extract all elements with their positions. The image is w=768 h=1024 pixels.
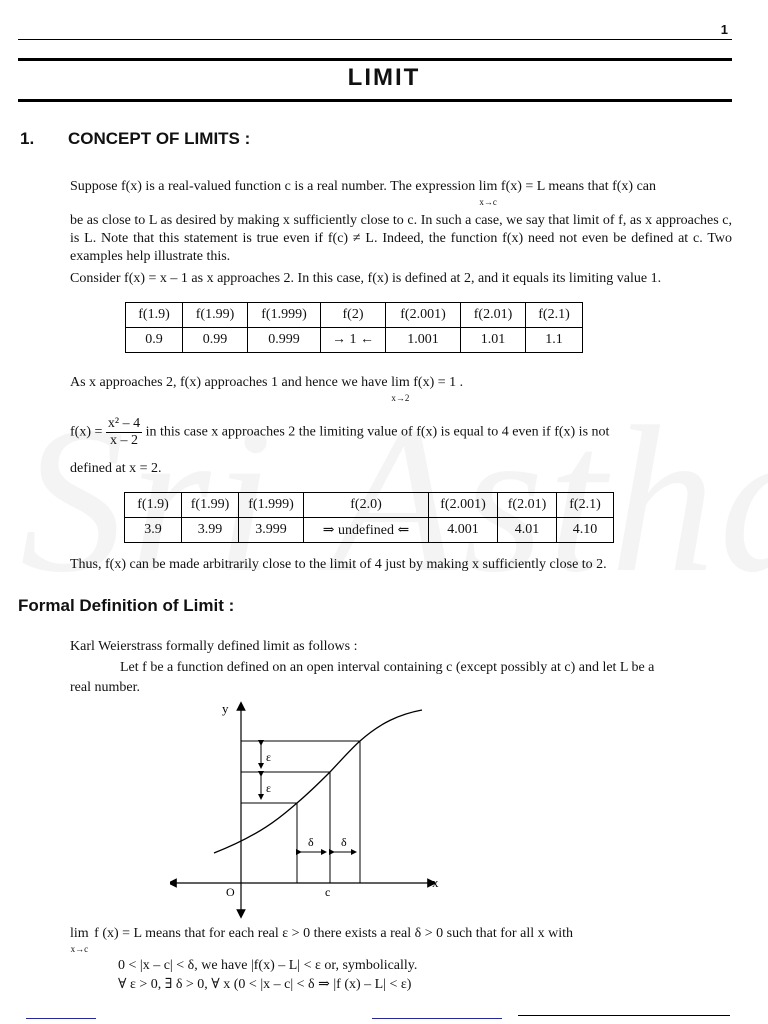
example-text: in this case x approaches 2 the limiting value of f(x) is equal to 4 even if f(x) is not	[145, 424, 610, 440]
definition-text: f (x) = L means that for each real ε > 0 there exists a real δ > 0 such that for all x with	[94, 926, 573, 941]
lim-expression-2	[391, 374, 410, 403]
section-title: CONCEPT OF LIMITS :	[68, 129, 251, 148]
formal-heading: Formal Definition of Limit :	[18, 596, 235, 615]
fraction	[106, 416, 142, 449]
footer-link-line-mid	[372, 1018, 502, 1019]
example-lhs: f(x) =	[70, 424, 103, 440]
page-title: LIMIT	[347, 64, 421, 91]
page-number: 1	[720, 22, 728, 37]
values-table-1	[125, 302, 583, 353]
delta-label-right: δ	[341, 835, 347, 849]
lim-word: lim	[478, 179, 498, 194]
lim-word: lim	[70, 926, 89, 941]
epsilon-label-upper: ε	[266, 750, 272, 764]
table-cell: 3.999	[239, 518, 304, 543]
lim-expression-3	[70, 925, 89, 954]
table-row	[126, 328, 583, 353]
intro-consider: Consider f(x) = x – 1 as x approaches 2. In this case, f(x) is defined at 2, and it equals its limiting value 1.	[70, 271, 662, 286]
table-cell: f(1.99)	[182, 493, 239, 518]
table-cell: 4.01	[498, 518, 557, 543]
table-cell: 0.99	[183, 328, 248, 353]
table-cell: → 1 ←	[321, 328, 386, 353]
footer-link-line-left	[26, 1018, 96, 1019]
c-label: c	[325, 885, 331, 899]
table-row	[125, 493, 614, 518]
header-rule-top	[18, 39, 732, 40]
table-cell: 1.01	[461, 328, 526, 353]
table-cell: f(2.0)	[304, 493, 429, 518]
intro-text-b: f(x) = L means that f(x) can	[500, 179, 656, 194]
table-cell: 4.10	[557, 518, 614, 543]
table-cell: f(2.001)	[429, 493, 498, 518]
epsilon-delta-graph	[170, 698, 440, 920]
function-curve	[214, 710, 422, 853]
footer-rule	[518, 1015, 730, 1016]
definition-symbolic: ∀ ε > 0, ∃ δ > 0, ∀ x (0 < |x – c| < δ ⇒ |f (x) – L| < ε)	[118, 977, 412, 992]
definition-line-1	[70, 925, 732, 954]
table-cell: 3.9	[125, 518, 182, 543]
epsilon-label-lower: ε	[266, 781, 272, 795]
table-row	[125, 518, 614, 543]
definition-line-2: 0 < |x – c| < δ, we have |f(x) – L| < ε or, symbolically.	[118, 958, 418, 973]
table-cell: ⇒ undefined ⇐	[304, 518, 429, 543]
table-cell: 0.9	[126, 328, 183, 353]
table-cell: 0.999	[248, 328, 321, 353]
fraction-numerator: x² – 4	[107, 416, 141, 431]
formal-definition-text: Let f be a function defined on an open interval containing c (except possibly at c) and let L be a	[120, 660, 655, 675]
table-cell: f(2.01)	[461, 303, 526, 328]
table-cell: f(2)	[321, 303, 386, 328]
table-cell: 1.001	[386, 328, 461, 353]
table-cell: f(1.9)	[126, 303, 183, 328]
lim-subscript: x→2	[391, 393, 410, 403]
formal-definition-text-2: real number.	[70, 680, 140, 695]
table-cell: 4.001	[429, 518, 498, 543]
section-number: 1.	[20, 129, 35, 148]
section-heading	[20, 129, 250, 149]
table-cell: f(2.001)	[386, 303, 461, 328]
intro-paragraph: be as close to L as desired by making x sufficiently close to c. In such a case, we say that limit of f, as x approaches c, is L. Note that this statement is true even if f(c) ≠ L. Indeed, the function f(x) need not even be defined at c. Two examples help illustrate this.	[70, 213, 732, 264]
after-table-2: Thus, f(x) can be made arbitrarily close to the limit of 4 just by making x sufficiently close to 2.	[70, 557, 607, 572]
table-cell: f(2.1)	[526, 303, 583, 328]
table-cell: f(1.999)	[248, 303, 321, 328]
table-row	[126, 303, 583, 328]
lim-expression	[478, 178, 498, 207]
y-axis-label: y	[222, 701, 229, 716]
lim-word: lim	[391, 375, 410, 390]
table-cell: f(1.9)	[125, 493, 182, 518]
lim-subscript: x→c	[479, 197, 497, 207]
example-2-line	[70, 416, 732, 449]
intro-text-a: Suppose f(x) is a real-valued function c is a real number. The expression	[70, 179, 476, 194]
title-rule-upper	[18, 58, 732, 61]
table-cell: f(1.999)	[239, 493, 304, 518]
formal-intro: Karl Weierstrass formally defined limit as follows :	[70, 639, 358, 654]
values-table-2	[124, 492, 614, 543]
intro-line-1	[70, 178, 732, 207]
after-table-1	[70, 374, 732, 403]
example-2-line-2: defined at x = 2.	[70, 461, 162, 476]
fraction-denominator: x – 2	[109, 433, 138, 448]
lim-subscript: x→c	[70, 944, 89, 954]
table-cell: f(2.01)	[498, 493, 557, 518]
table-cell: 1.1	[526, 328, 583, 353]
title-rule-lower	[18, 99, 732, 102]
table-cell: 3.99	[182, 518, 239, 543]
after-text-a: As x approaches 2, f(x) approaches 1 and hence we have	[70, 375, 388, 390]
origin-label: O	[226, 885, 235, 899]
delta-label-left: δ	[308, 835, 314, 849]
x-axis-label: x	[432, 875, 439, 890]
after-text-b: f(x) = 1 .	[413, 375, 464, 390]
table-cell: f(2.1)	[557, 493, 614, 518]
table-cell: f(1.99)	[183, 303, 248, 328]
